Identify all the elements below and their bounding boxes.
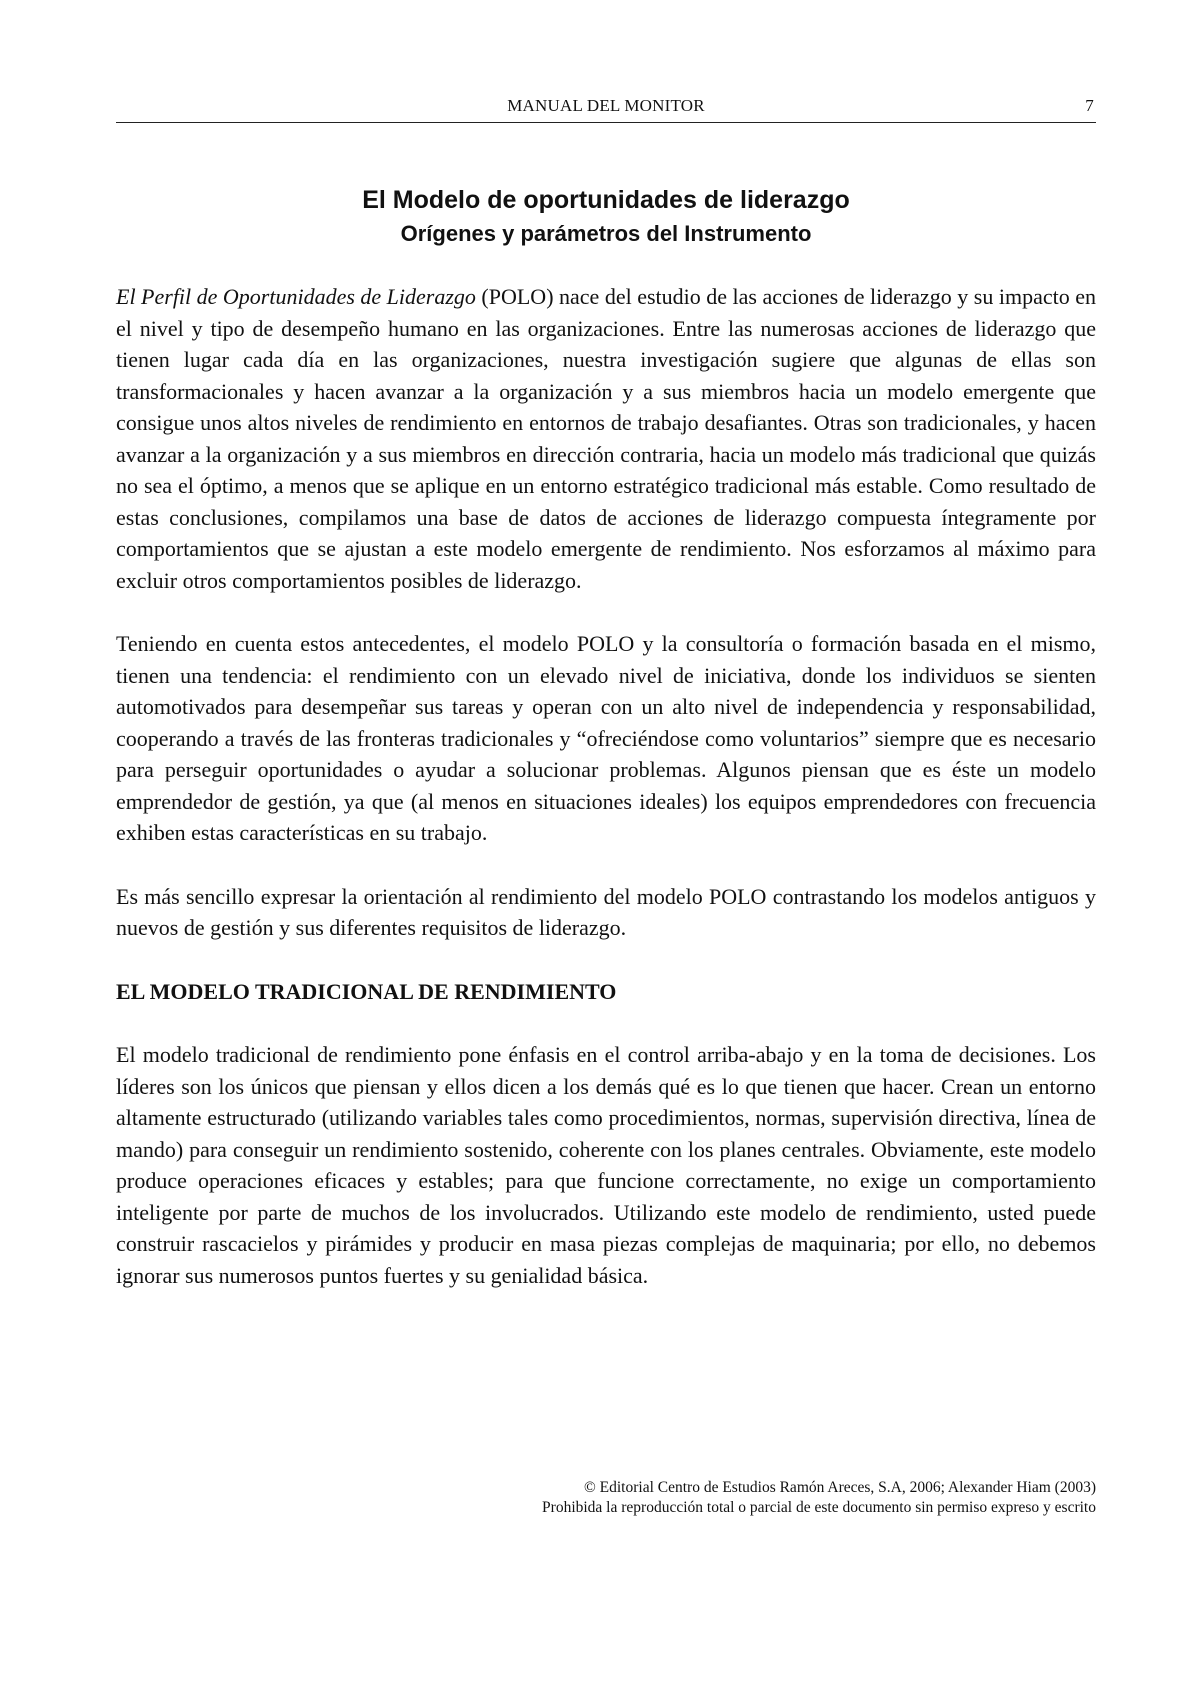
rights-line: Prohibida la reproducción total o parcial de este documento sin permiso expreso y escrito: [542, 1499, 1096, 1516]
paragraph-1-italic-title: El Perfil de Oportunidades de Liderazgo: [116, 284, 476, 309]
page-subtitle: Orígenes y parámetros del Instrumento: [400, 221, 812, 246]
copyright-line: © Editorial Centro de Estudios Ramón Areces, S.A, 2006; Alexander Hiam (2003): [584, 1479, 1096, 1496]
page-number: 7: [1085, 96, 1094, 115]
page-title: El Modelo de oportunidades de liderazgo: [362, 186, 850, 214]
copyright-notice: [542, 1478, 1096, 1518]
running-header: [116, 96, 1096, 123]
header-title: MANUAL DEL MONITOR: [507, 96, 705, 115]
paragraph-3: Es más sencillo expresar la orientación al rendimiento del modelo POLO contrastando los modelos antiguos y nuevos de gestión y sus diferentes requisitos de liderazgo.: [116, 883, 1096, 940]
body-text: [116, 281, 1096, 1323]
paragraph-4: El modelo tradicional de rendimiento pone énfasis en el control arriba-abajo y en la toma de decisiones. Los líderes son los únicos que piensan y ellos dicen a los demás qué es lo que tienen que hacer. Crean un entorno altamente estructurado (utilizando variables tales como procedimientos, normas, supervisión directiva, línea de mando) para conseguir un rendimiento sostenido, coherente con los planes centrales. Obviamente, este modelo produce operaciones eficaces y estables; para que funcione correctamente, no exige un comportamiento inteligente por parte de muchos de los involucrados. Utilizando este modelo de rendimiento, usted puede construir rascacielos y pirámides y producir en masa piezas complejas de maquinaria; por ello, no debemos ignorar sus numerosos puntos fuertes y su genialidad básica.: [116, 1042, 1096, 1288]
paragraph-1-text: (POLO) nace del estudio de las acciones de liderazgo y su impacto en el nivel y tipo de desempeño humano en las organizaciones. Entre las numerosas acciones de liderazgo que tienen lugar cada día en las organizaciones, nuestra investigación sugiere que algunas de ellas son transformacionales y hacen avanzar a la organización y a sus miembros hacia un modelo emergente que consigue unos altos niveles de rendimiento en entornos de trabajo desafiantes. Otras son tradicionales, y hacen avanzar a la organización y a sus miembros en dirección contraria, hacia un modelo más tradicional que quizás no sea el óptimo, a menos que se aplique en un entorno estratégico tradicional más estable. Como resultado de estas conclusiones, compilamos una base de datos de acciones de liderazgo compuesta íntegramente por comportamientos que se ajustan a este modelo emergente de rendimiento. Nos esforzamos al máximo para excluir otros comportamientos posibles de liderazgo.: [116, 284, 1096, 593]
paragraph-1: [116, 281, 1096, 596]
paragraph-2: Teniendo en cuenta estos antecedentes, el modelo POLO y la consultoría o formación basada en el mismo, tienen una tendencia: el rendimiento con un elevado nivel de iniciativa, donde los individuos se sienten automotivados para desempeñar sus tareas y operan con un alto nivel de independencia y responsabilidad, cooperando a través de las fronteras tradicionales y “ofreciéndose como voluntarios” siempre que es necesario para perseguir oportunidades o ayudar a solucionar problemas. Algunos piensan que es éste un modelo emprendedor de gestión, ya que (al menos en situaciones ideales) los equipos emprendedores con frecuencia exhiben estas características en su trabajo.: [116, 631, 1096, 845]
section-heading: EL MODELO TRADICIONAL DE RENDIMIENTO: [116, 978, 617, 1004]
